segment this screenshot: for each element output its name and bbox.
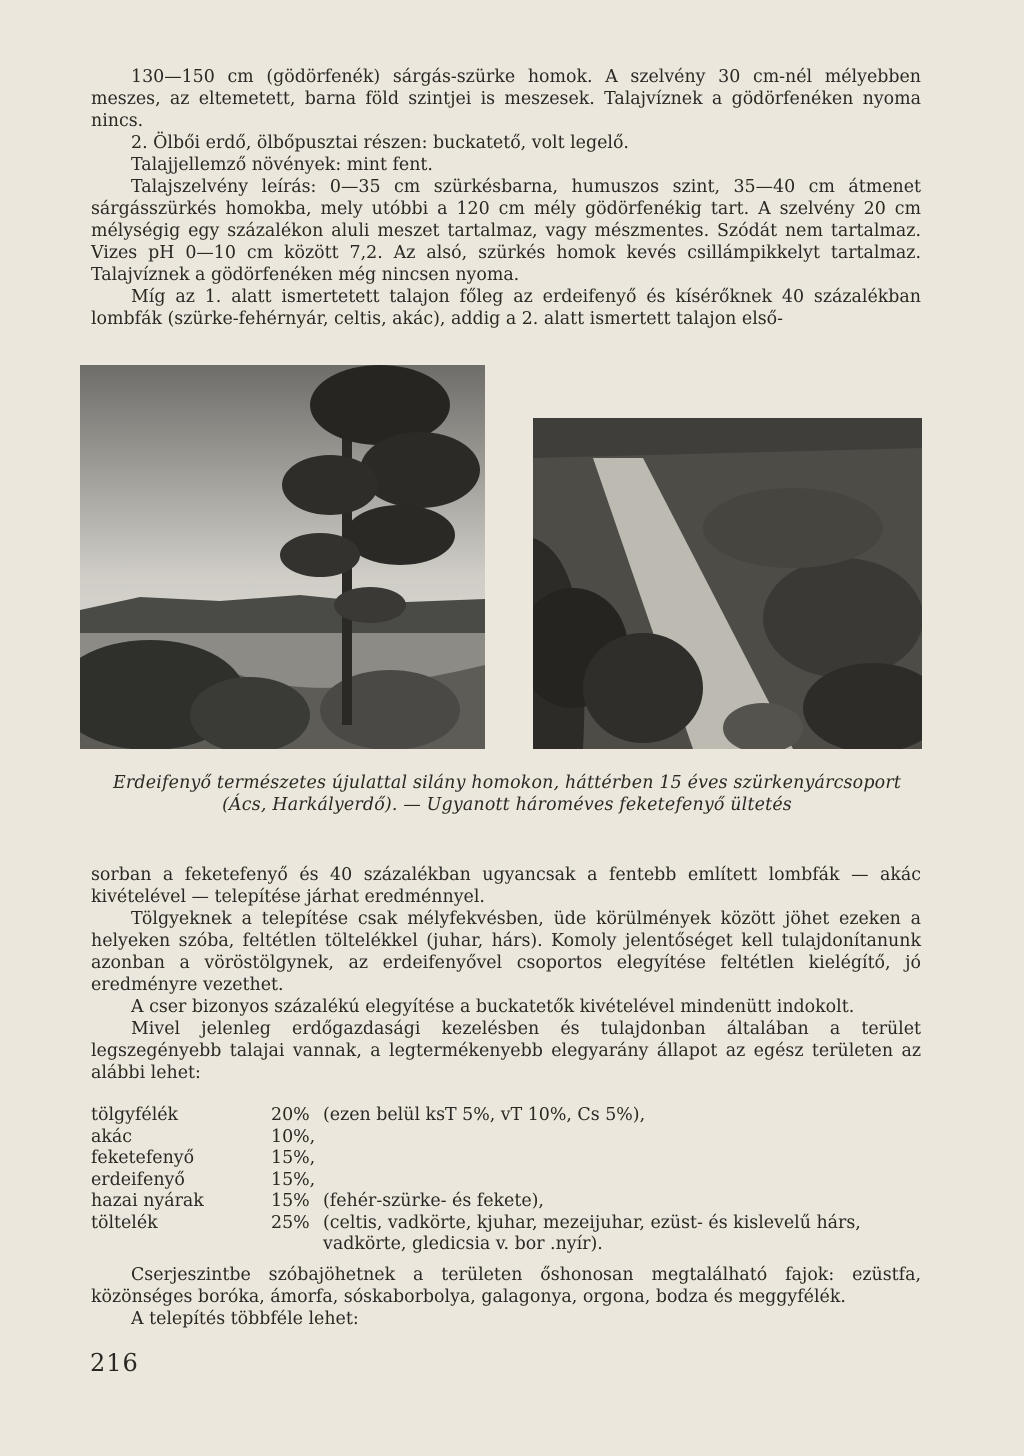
species-note: (ezen belül ksT 5%, vT 10%, Cs 5%),: [323, 1105, 646, 1125]
species-name: töltelék: [91, 1212, 158, 1233]
paragraph: Míg az 1. alatt ismertetett talajon főleg az erdeifenyő és kísérőknek 40 százalékban lombfák (szürke-fehérnyár, celtis, akác), addig a 2. alatt ismertett talajon első-: [91, 287, 921, 329]
list-item: [91, 1127, 931, 1149]
paragraph: Cserjeszintbe szóbajöhetnek a területen őshonosan megtalálható fajok: ezüstfa, közönséges boróka, ámorfa, sóskaborbolya, galagonya, orgona, bodza és meggyfélék.: [91, 1265, 921, 1307]
paragraph: 2. Ölbői erdő, ölbőpusztai részen: buckatető, volt legelő.: [131, 133, 629, 153]
photo-pine-tree: [80, 365, 485, 749]
species-name: hazai nyárak: [91, 1191, 204, 1211]
caption-line: Erdeifenyő természetes újulattal silány homokon, háttérben 15 éves szürkenyárcsoport: [112, 773, 902, 793]
photo-caption: [91, 772, 923, 816]
species-note: vadkörte, gledicsia v. bor .nyír).: [323, 1234, 603, 1254]
species-percent: 15%,: [271, 1148, 316, 1168]
list-item: [91, 1148, 931, 1170]
species-note: (fehér-szürke- és fekete),: [323, 1191, 544, 1211]
paragraph: Talajszelvény leírás: 0—35 cm szürkésbarna, humuszos szint, 35—40 cm átmenet sárgásszürkés homokba, mely utóbbi a 120 cm mély gödörfenékig tart. A szelvény 20 cm mélységig egy százalékon aluli meszet tartalmaz, vagy mészmentes. Szódát nem tartalmaz. Vizes pH 0—10 cm között 7,2. Az alsó, szürkés homok kevés csillámpikkelyt tartalmaz. Talajvíznek a gödörfenéken még nincsen nyoma.: [91, 177, 921, 285]
species-percent: 10%,: [271, 1126, 316, 1147]
species-note: (celtis, vadkörte, kjuhar, mezeijuhar, ezüst- és kislevelű hárs,: [323, 1212, 861, 1233]
species-list: [91, 1105, 931, 1256]
species-note: [323, 1148, 931, 1170]
paragraph: Tölgyeknek a telepítése csak mélyfekvésben, üde körülmények között jöhet ezeken a helyeken szóba, feltétlen töltelékkel (juhar, hárs). Komoly jelentőséget kell tulajdonítanunk azonban a vöröstölgynek, az erdeifenyővel csoportos elegyítése feltétlen kielégítő, jó eredményre vezethet.: [91, 909, 921, 995]
species-name: akác: [91, 1126, 133, 1147]
paragraph: Mivel jelenleg erdőgazdasági kezelésben és tulajdonban általában a terület legszegényebb talajai vannak, a legtermékenyebb elegyarány állapot az egész területen az alábbi lehet:: [91, 1019, 921, 1083]
species-percent: 15%: [271, 1191, 310, 1211]
list-item: [91, 1105, 931, 1127]
list-item-continuation: [91, 1234, 931, 1256]
list-item: [91, 1191, 931, 1213]
paragraph: sorban a feketefenyő és 40 százalékban ugyancsak a fentebb említett lombfák — akác kivételével — telepítése járhat eredménnyel.: [91, 865, 921, 907]
paragraph: Talajjellemző növények: mint fent.: [131, 155, 433, 175]
list-item: [91, 1213, 931, 1235]
species-name: tölgyfélék: [91, 1105, 179, 1125]
top-text: [91, 66, 921, 330]
paragraph: 130—150 cm (gödörfenék) sárgás-szürke homok. A szelvény 30 cm-nél mélyebben meszes, az eltemetett, barna föld szintjei is meszesek. Talajvíznek a gödörfenéken nyoma nincs.: [91, 67, 921, 131]
species-note: [323, 1170, 931, 1192]
species-percent: 15%,: [271, 1169, 316, 1190]
closing-text: [91, 1264, 921, 1330]
page-number: 216: [90, 1349, 139, 1377]
list-item: [91, 1170, 931, 1192]
species-percent: 25%: [271, 1212, 310, 1233]
species-name: erdeifenyő: [91, 1169, 185, 1190]
species-note: [323, 1127, 931, 1149]
bottom-text: [91, 864, 921, 1084]
species-name: feketefenyő: [91, 1148, 195, 1168]
paragraph: A telepítés többféle lehet:: [131, 1309, 359, 1329]
photo-pine-rows: [533, 418, 922, 749]
species-percent: 20%: [271, 1105, 310, 1125]
paragraph: A cser bizonyos százalékú elegyítése a buckatetők kivételével mindenütt indokolt.: [131, 997, 855, 1017]
caption-line: (Ács, Harkályerdő). — Ugyanott hároméves feketefenyő ültetés: [222, 795, 792, 815]
